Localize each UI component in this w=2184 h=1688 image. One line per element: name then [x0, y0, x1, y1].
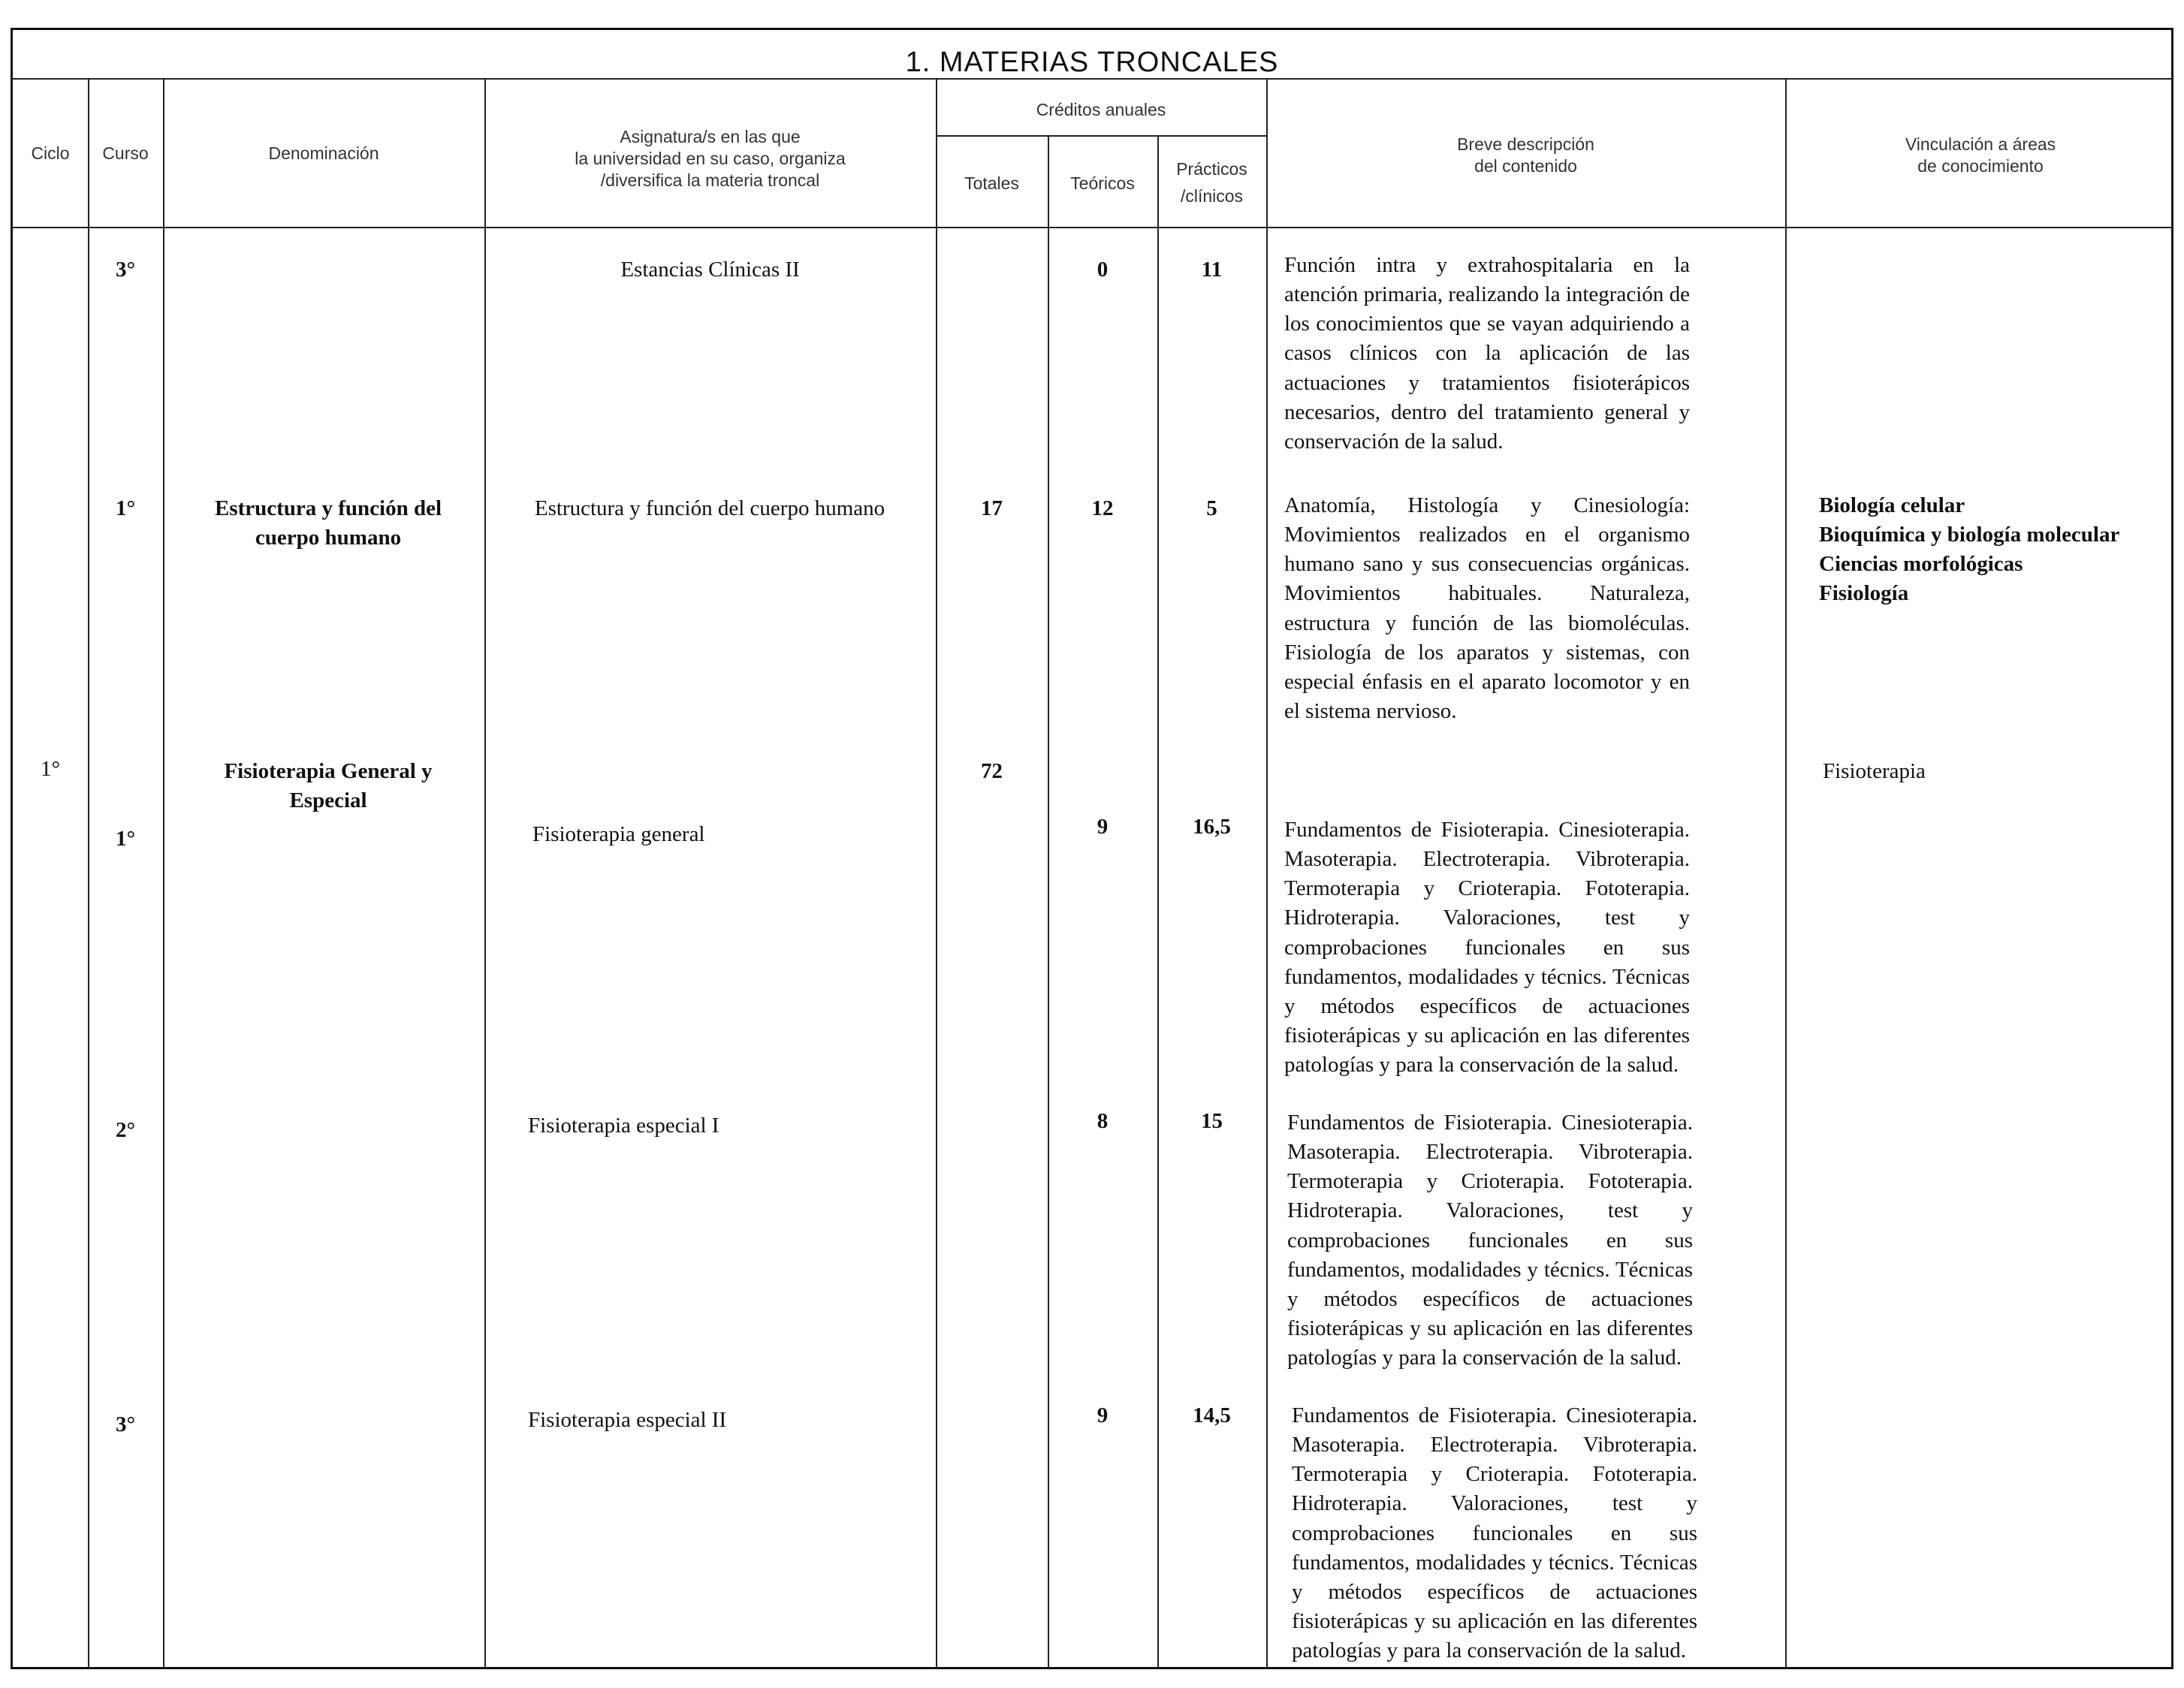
header-vinculacion: Vinculación a áreas de conocimiento	[1905, 134, 2056, 176]
row-curso: 1°	[115, 496, 136, 520]
row-asignatura: Estructura y función del cuerpo humano	[534, 496, 885, 520]
table-title: 1. MATERIAS TRONCALES	[905, 47, 1279, 78]
col-divider-denominacion	[484, 78, 486, 1667]
row-practicos: 15	[1201, 1109, 1223, 1133]
row-asignatura: Estancias Clínicas II	[620, 258, 800, 282]
materias-troncales-table	[11, 28, 2173, 1669]
row-asignatura: Fisioterapia especial I	[528, 1114, 719, 1138]
row-descripcion: Anatomía, Histología y Cinesiología: Movimientos realizados en el organismo humano sano y sus consecuencias orgánicas. Movimientos habituales. Naturaleza, estructura y función de las biomoléculas. Fisiología de los aparatos y sistemas, con especial énfasis en el aparato locomotor y en el sistema nervioso.	[1284, 493, 1690, 723]
row-practicos: 11	[1201, 258, 1223, 282]
col-divider-curso	[163, 78, 164, 1667]
header-divider	[13, 227, 2171, 228]
row-teoricos: 8	[1097, 1109, 1109, 1133]
row-descripcion: Fundamentos de Fisioterapia. Cinesioterapia. Masoterapia. Electroterapia. Vibroterapia. Termoterapia y Crioterapia. Fototerapia. Hidroterapia. Valoraciones, test y comprobaciones funcionales en sus fundamentos, modalidades y técnics. Técnicas y métodos específicos de actuaciones fisioterápicas y su aplicación en las diferentes patologías y para la conservación de la salud.	[1284, 818, 1690, 1078]
row-descripcion: Fundamentos de Fisioterapia. Cinesioterapia. Masoterapia. Electroterapia. Vibroterapia. Termoterapia y Crioterapia. Fototerapia. Hidroterapia. Valoraciones, test y comprobaciones funcionales en sus fundamentos, modalidades y técnics. Técnicas y métodos específicos de actuaciones fisioterápicas y su aplicación en las diferentes patologías y para la conservación de la salud.	[1287, 1111, 1693, 1370]
row-practicos: 5	[1206, 496, 1217, 520]
header-teoricos: Teóricos	[1070, 173, 1135, 193]
header-ciclo: Ciclo	[31, 143, 70, 163]
row-teoricos: 9	[1097, 1403, 1109, 1427]
header-denominacion: Denominación	[268, 143, 379, 163]
header-descripcion: Breve descripción del contenido	[1457, 134, 1594, 176]
col-divider-totales	[1048, 135, 1049, 1667]
row-teoricos: 12	[1091, 496, 1114, 520]
header-creditos: Créditos anuales	[1036, 100, 1166, 119]
row-teoricos: 0	[1097, 258, 1109, 282]
row-denominacion: Estructura y función del cuerpo humano	[214, 496, 442, 550]
header-curso: Curso	[102, 143, 149, 163]
row-practicos: 14,5	[1193, 1403, 1231, 1427]
header-totales: Totales	[964, 173, 1019, 193]
row-denominacion: Fisioterapia General y Especial	[224, 759, 433, 812]
header-practicos: Prácticos /clínicos	[1176, 159, 1247, 206]
creditos-divider	[936, 135, 1266, 137]
row-asignatura: Fisioterapia general	[532, 822, 705, 846]
row-vinculacion: Biología celular Bioquímica y biología molecular Ciencias morfológicas Fisiología	[1819, 493, 2120, 606]
row-descripcion: Fundamentos de Fisioterapia. Cinesioterapia. Masoterapia. Electroterapia. Vibroterapia. Termoterapia y Crioterapia. Fototerapia. Hidroterapia. Valoraciones, test y comprobaciones funcionales en sus fundamentos, modalidades y técnics. Técnicas y métodos específicos de actuaciones fisioterápicas y su aplicación en las diferentes patologías y para la conservación de la salud.	[1292, 1403, 1697, 1663]
row-curso: 2°	[115, 1118, 136, 1142]
row-asignatura: Fisioterapia especial II	[528, 1408, 727, 1432]
row-practicos: 16,5	[1193, 815, 1231, 839]
row-totales: 72	[981, 759, 1003, 783]
row-descripcion: Función intra y extrahospitalaria en la atención primaria, realizando la integración de los conocimientos que se vayan adquiriendo a casos clínicos con la aplicación de las actuaciones y tratamientos fisioterápicos necesarios, dentro del tratamiento general y conservación de la salud.	[1284, 253, 1690, 454]
col-divider-teoricos	[1157, 135, 1159, 1667]
col-divider-asignatura	[936, 78, 937, 1667]
header-asignatura: Asignatura/s en las que la universidad en su caso, organiza /diversifica la materia troncal	[575, 127, 846, 190]
row-vinculacion: Fisioterapia	[1823, 759, 1926, 783]
col-divider-descripcion	[1785, 78, 1787, 1667]
col-divider-practicos	[1266, 78, 1268, 1667]
row-totales: 17	[981, 496, 1003, 520]
row-curso: 3°	[115, 258, 136, 282]
row-curso: 3°	[115, 1412, 136, 1436]
row-curso: 1°	[115, 827, 136, 851]
row-teoricos: 9	[1097, 815, 1109, 839]
ciclo-value: 1°	[40, 757, 61, 781]
title-divider	[13, 78, 2171, 80]
